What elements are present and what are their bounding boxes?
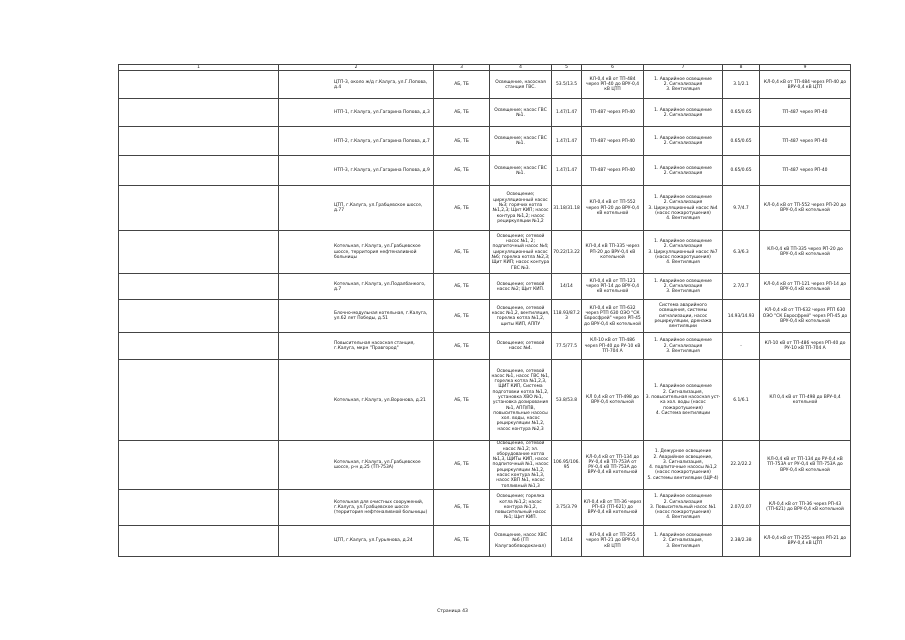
backup-power: 0.65/0.65 [723,127,760,156]
power-source: ТП-487 через РП-40 [582,99,644,127]
column-number: 5 [552,65,582,71]
power-value: 31.18/31.18 [552,186,582,231]
column-number: 1 [119,65,279,71]
row-number [119,71,279,99]
power-value: 1.47/1.47 [552,99,582,127]
table-row [119,333,851,360]
column-number: 8 [723,65,760,71]
critical-load: 1. Аварийное освещение 2. Сигнализация, 3. Вентиляция [644,525,723,556]
power-category: АБ, ТБ [434,333,490,360]
row-number [119,441,279,490]
backup-source: ТП-487 через РП-40 [760,127,851,156]
power-category: АБ, ТБ [434,300,490,333]
table-row [119,156,851,186]
table-row [119,360,851,441]
consumers: Освещение, насосная станция ГВС. [490,71,552,99]
power-value: 70.22/13.22 [552,231,582,274]
backup-power: 0.65/0.65 [723,156,760,186]
power-value: 1.47/1.47 [552,156,582,186]
critical-load: 1. Дежурное освещение 2. Аварийное освещение, 3. Сигнализация, 4. подпиточные насосы №1,2 (насос пожаротушения) 5. системы вентиляции (ЩР-4) [644,441,723,490]
table-row [119,186,851,231]
consumers: Освещение, сетевой насос №1,2; эл. оборудование котла №1,3, ЩИТы КИП, насос подпиточный №1, насос рециркуляции №1,2, насос контура №1,3, насос ХВП №1, насос топливный №1,3 [490,441,552,490]
object-name: Котельная, г.Калуга, ул.Воронова, д.21 [279,360,434,441]
row-number [119,300,279,333]
object-name: НТП-2, г.Калуга, ул.Гагарина Попова, д.7 [279,127,434,156]
backup-source: КЛ-0,4 кВ от ТП-552 через РП-20 до ВРУ-0,4 кВ котельной [760,186,851,231]
power-source: КЛ 0,4 кВ от ТП-498 до ВРУ-0,4 котельной [582,360,644,441]
table-row [119,99,851,127]
consumers: Освещение; насос ГВС №1. [490,156,552,186]
power-category: АБ, ТБ [434,274,490,300]
backup-power: 9.7/4.7 [723,186,760,231]
critical-load: Система аварийного освещения, системы сигнализации, насос рециркуляции, дренажа вентиляции [644,300,723,333]
row-number [119,360,279,441]
backup-source: КЛ-0,4 кВ от ТП-632 через РТП 630 ОЭО "СК Евросфрей" через РП-45 до ВРУ-0,4 кВ котельной [760,300,851,333]
critical-load: 1. Аварийное освещение 2. Сигнализация 3. Циркуляционный насос №4 (насос пожаротушения) 4. Вентиляция [644,186,723,231]
object-name: Котельная, г.Калуга, ул.Грабцевское шоссе, территория нефтеналивной больницы [279,231,434,274]
backup-power: 2.07/2.07 [723,489,760,525]
critical-load: 1. Аварийное освещение 2. Сигнализация [644,99,723,127]
backup-source: КЛ-0,4 кВ от ТП-255 через РП-21 до ВРУ-0,4 кВ ЦТП [760,525,851,556]
row-number [119,525,279,556]
backup-source: ТП-487 через РП-40 [760,156,851,186]
object-name: НТП-1, г.Калуга, ул.Гагарина Попова, д.3 [279,99,434,127]
power-category: АБ, ТБ [434,441,490,490]
power-category: АБ, ТБ [434,127,490,156]
power-source: КЛ-0,4 кВ от ТП-121 через РП-14 до ВРУ-0,4 кВ котельной [582,274,644,300]
power-source: КЛ-0,4 кВ от ТП-484 через РП-40 до ВРУ-0,4 кВ ЦТП [582,71,644,99]
power-category: АБ, ТБ [434,186,490,231]
row-number [119,99,279,127]
row-number [119,156,279,186]
column-number: 4 [490,65,552,71]
consumers: Освещение, сетевой насос №1,2, вентиляция, горелка котла №1,2, щиты КИП, АППУ [490,300,552,333]
object-name: НТП-3, г.Калуга, ул.Гагарина Попова, д.9 [279,156,434,186]
backup-power: 6.1/6.1 [723,360,760,441]
row-number [119,489,279,525]
consumers: Освещение; насос ГВС №1. [490,99,552,127]
page-footer: Страница 43 [437,609,468,614]
power-category: АБ, ТБ [434,525,490,556]
object-name: Котельная, г.Калуга, ул.Грабцевское шоссе, р-н д.25 (ТП-753А) [279,441,434,490]
power-category: АБ, ТБ [434,156,490,186]
object-name: ЦТП, г.Калуга, ул.Грабцевское шоссе, д.77 [279,186,434,231]
power-category: АБ, ТБ [434,71,490,99]
object-name: ЦТП, г.Калуга, ул.Гурьянова, д.24 [279,525,434,556]
critical-load: 1. Аварийное освещение 2. Сигнализация 3. Вентиляция [644,333,723,360]
backup-power: - [723,333,760,360]
table-row [119,231,851,274]
critical-load: 1. Аварийное освещение 2. Сигнализация 3. Вентиляция [644,274,723,300]
row-number [119,231,279,274]
power-category: АБ, ТБ [434,360,490,441]
critical-load: 1. Аварийное освещение 2. Сигнализация 3. Циркуляционный насос №7 (насос пожаротушения) 4. Вентиляция [644,231,723,274]
column-number: 9 [760,65,851,71]
row-number [119,127,279,156]
backup-source: ТП-487 через РП-40 [760,99,851,127]
backup-source: КЛ-0,4 кВ от ТП-134 до РУ-0,4 кВ ТП-753А от РУ-0,4 кВ ТП-753А до ВРУ-0,4 кВ котельной [760,441,851,490]
table-row [119,71,851,99]
backup-source: КЛ 0,4 кВ от ТП-498 до ВРУ-0,4 котельной [760,360,851,441]
backup-power: 6.3/6.3 [723,231,760,274]
row-number [119,186,279,231]
critical-load: 1. Аварийное освещение 2. Сигнализация 3. Повысительный насос №1 (насос пожаротушения) 4. Вентиляция [644,489,723,525]
consumers: Освещение; циркуляционный насос №3; горячих котла №1,2,3; Щит КИП; насос контура №1,2; насос рециркуляции №1,2 [490,186,552,231]
backup-source: КЛ-0,4 кВ от ТП-484 через РП-40 до ВРУ-0,4 кВ ЦТП [760,71,851,99]
critical-load: 1. Аварийное освещение 2. Сигнализация, 3. повысительная насосная уст-ка хол. воды (насос пожаротушения) 4. Система вентиляции [644,360,723,441]
critical-load: 1. Аварийное освещение 2. Сигнализация [644,156,723,186]
power-source: КЛ-0,4 кВ от ТП-552 через РП-20 до ВРУ-0,4 кВ котельной [582,186,644,231]
power-category: АБ, ТБ [434,231,490,274]
backup-source: КЛ-10 кВ от ТП-486 через РП-40 до РУ-10 кВ ТП-704 А [760,333,851,360]
table-row [119,127,851,156]
table-row [119,300,851,333]
power-value: 53.5/13.5 [552,71,582,99]
power-value: 106.95/106.95 [552,441,582,490]
consumers: Освещение, сетевой насос №1, насос ГВС №1, горелка котла №1,2,3, ЩИТ КИП, Система подготовки котла №1,2, установка ХВО №1, установка дозирования №1, АПП/ПВ, повысительные насосы хол. воды, насос рециркуляции №1,2, насос контура №2,3 [490,360,552,441]
column-number: 7 [644,65,723,71]
column-number: 3 [434,65,490,71]
consumers: Освещение; насос ГВС №1. [490,127,552,156]
consumers: Освещение; горелка котла №1,2; насос контура №1,2, повысительный насос №1; Щит КИП. [490,489,552,525]
power-source: ТП-487 через РП-40 [582,156,644,186]
backup-power: 14.93/14.93 [723,300,760,333]
table-row [119,441,851,490]
power-source: КЛ-10 кВ от ТП-486 через РП-40 до РУ-10 кВ ТП-704 А [582,333,644,360]
data-table [118,64,851,557]
backup-power: 0.65/0.65 [723,99,760,127]
table-row [119,489,851,525]
power-source: КЛ-0,4 кВ от ТП-134 до РУ-0,4 кВ ТП-753А от РУ-0,4 кВ ТП-753А до ВРУ-0,4 кВ котельной [582,441,644,490]
backup-power: 2.7/2.7 [723,274,760,300]
object-name: Котельная для очистных сооружений, г.Калуга, ул.Грабцевское шоссе (территория нефтеналивной больницы) [279,489,434,525]
row-number [119,274,279,300]
consumers: Освещение, насос ХВС №6 (ГП Калугаоблводоканал) [490,525,552,556]
object-name: Котельная, г.Калуга, ул.Подалбанкого, д.7 [279,274,434,300]
column-number: 2 [279,65,434,71]
power-value: 118.93/87.23 [552,300,582,333]
power-value: 3.75/3.79 [552,489,582,525]
critical-load: 1. Аварийное освещение 2. Сигнализация [644,127,723,156]
power-source: КЛ-0,4 кВ ТП-335 через РП-20 до ВРУ-0,4 кВ котельной [582,231,644,274]
object-name: Блочно-модульная котельная, г.Калуга, ул.62 лет Победы, д.51 [279,300,434,333]
table-row [119,274,851,300]
consumers: Освещение; сетевой насос №4. [490,333,552,360]
consumers: Освещение; сетевой насос №2; Щит КИП. [490,274,552,300]
power-source: ТП-487 через РП-40 [582,127,644,156]
power-source: КЛ-0,4 кВ от ТП-36 через РП-43 (ТП-621) до ВРУ-0,4 кВ котельной [582,489,644,525]
backup-power: 22.2/22.2 [723,441,760,490]
backup-power: 2.38/2.38 [723,525,760,556]
power-value: 1.47/1.47 [552,127,582,156]
consumers: Освещение; сетевой насос №1, 2; подпиточный насос №4; циркуляционный насос №6; горелка котла №2,3; Щит КИП; насос контура ГВС №3. [490,231,552,274]
row-number [119,333,279,360]
power-category: АБ, ТБ [434,489,490,525]
power-value: 77.5/77.5 [552,333,582,360]
backup-source: КЛ-0,4 кВ от ТП-36 через РП-43 (ТП-621) до ВРУ-0,4 кВ котельной [760,489,851,525]
power-value: 14/14 [552,274,582,300]
power-category: АБ, ТБ [434,99,490,127]
object-name: ЦТП-3, около ж/д г.Калуга, ул.Г.Попова, д.4 [279,71,434,99]
backup-source: КЛ-0,4 кВ от ТП-121 через РП-14 до ВРУ-0,4 кВ котельной [760,274,851,300]
column-number: 6 [582,65,644,71]
table-row [119,525,851,556]
backup-power: 3.1/2.1 [723,71,760,99]
power-value: 53.8/53.8 [552,360,582,441]
backup-source: КЛ-0,4 кВ ТП-335 через РП-20 до ВРУ-0,4 кВ котельной [760,231,851,274]
power-source: КЛ-0,4 кВ от ТП-632 через РТП 630 ОЭО "СК Евросфрей" через РП-45 до ВРУ-0,4 кВ котельной [582,300,644,333]
object-name: Повысительная насосная станция, г.Калуга, мкрн "Правгород" [279,333,434,360]
power-source: КЛ-0,4 кВ от ТП-255 через РП-21 до ВРУ-0,4 кВ ЦТП [582,525,644,556]
power-value: 14/14 [552,525,582,556]
critical-load: 1. Аварийное освещение 2. Сигнализация 3. Вентиляция [644,71,723,99]
